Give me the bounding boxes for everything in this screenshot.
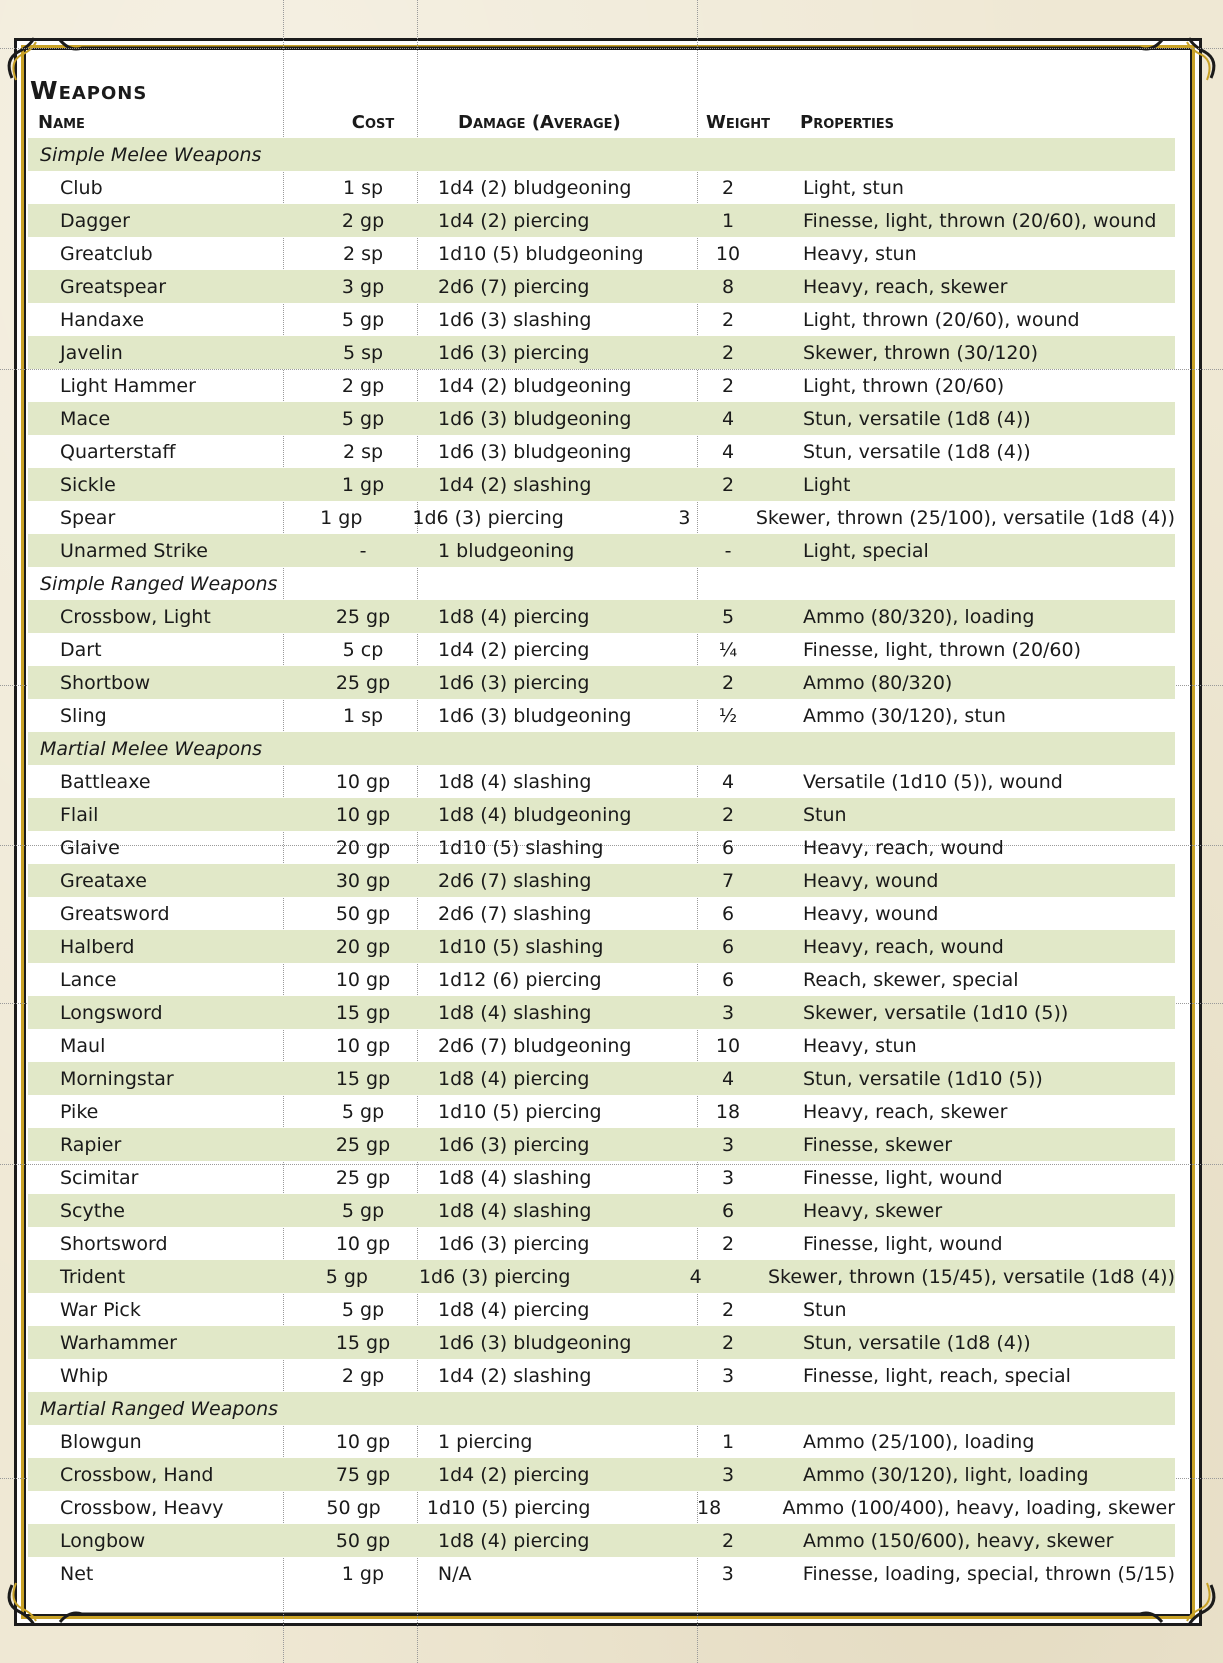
weapon-damage: 1d6 (3) bludgeoning: [438, 1331, 632, 1354]
weapon-properties: Ammo (30/120), light, loading: [803, 1463, 1089, 1486]
weapon-damage: 1d12 (6) piercing: [438, 968, 602, 991]
table-row: [28, 303, 1175, 336]
weapon-properties: Heavy, stun: [803, 242, 917, 265]
weapon-properties: Stun: [803, 803, 847, 826]
header-weight: Weight: [706, 111, 770, 133]
weapon-weight: 2: [721, 671, 735, 694]
weapon-name: Handaxe: [60, 308, 145, 331]
weapon-cost: 5 gp: [341, 308, 385, 331]
weapon-damage: 2d6 (7) bludgeoning: [438, 1034, 632, 1057]
weapon-weight: 6: [721, 968, 735, 991]
weapon-cost: 50 gp: [326, 1496, 381, 1519]
weapon-damage: 1d6 (3) piercing: [412, 506, 564, 529]
weapon-damage: 1d6 (3) bludgeoning: [438, 440, 632, 463]
weapon-damage: 1d4 (2) piercing: [438, 1463, 590, 1486]
weapon-name: Longsword: [60, 1001, 163, 1024]
weapon-damage: N/A: [437, 1562, 472, 1585]
table-row: [28, 1359, 1175, 1392]
weapon-cost: 2 gp: [341, 374, 385, 397]
weapon-name: Morningstar: [60, 1067, 174, 1090]
weapon-cost: 10 gp: [335, 770, 391, 793]
weapon-properties: Finesse, light, thrown (20/60), wound: [803, 209, 1157, 232]
weapon-properties: Heavy, wound: [803, 902, 939, 925]
weapon-damage: 1d8 (4) piercing: [438, 1529, 590, 1552]
weapon-weight: -: [724, 539, 732, 562]
weapon-damage: 1d8 (4) piercing: [438, 1298, 590, 1321]
weapon-cost: 1 sp: [342, 704, 384, 727]
table-row: [28, 237, 1175, 270]
weapon-properties: Stun, versatile (1d8 (4)): [803, 1331, 1031, 1354]
weapon-name: Crossbow, Light: [60, 605, 211, 628]
weapon-damage: 1 piercing: [438, 1430, 533, 1453]
weapon-properties: Finesse, loading, special, thrown (5/15): [802, 1562, 1175, 1585]
weapon-properties: Heavy, reach, skewer: [803, 1100, 1008, 1123]
weapon-name: Dart: [60, 638, 102, 661]
weapon-cost: 25 gp: [335, 1133, 391, 1156]
weapon-properties: Ammo (25/100), loading: [803, 1430, 1035, 1453]
weapon-properties: Finesse, light, wound: [803, 1166, 1003, 1189]
weapon-name: Greatclub: [60, 242, 153, 265]
weapon-name: Unarmed Strike: [60, 539, 208, 562]
weapon-cost: 1 gp: [320, 506, 363, 529]
weapon-properties: Ammo (100/400), heavy, loading, skewer: [782, 1496, 1176, 1519]
weapon-weight: 4: [689, 1265, 702, 1288]
weapon-cost: 1 sp: [342, 176, 384, 199]
weapon-weight: ¼: [718, 638, 738, 661]
weapon-name: Shortsword: [60, 1232, 168, 1255]
table-row: [28, 435, 1175, 468]
weapon-weight: 1: [721, 1430, 735, 1453]
table-row: [28, 1458, 1175, 1491]
table-row: [28, 1161, 1175, 1194]
weapon-properties: Light, thrown (20/60), wound: [803, 308, 1080, 331]
weapon-damage: 1d8 (4) slashing: [438, 1199, 592, 1222]
weapon-properties: Ammo (80/320): [803, 671, 953, 694]
category-label: Simple Melee Weapons: [40, 143, 262, 166]
table-row: [28, 1260, 1175, 1293]
weapon-weight: 10: [715, 1034, 741, 1057]
weapon-damage: 1d10 (5) slashing: [438, 836, 604, 859]
weapon-cost: 10 gp: [335, 1430, 391, 1453]
weapon-name: Sling: [60, 704, 107, 727]
weapon-name: Sickle: [60, 473, 116, 496]
weapon-weight: 2: [721, 803, 735, 826]
weapon-weight: 5: [721, 605, 735, 628]
weapon-damage: 1d10 (5) slashing: [438, 935, 604, 958]
weapon-name: Halberd: [60, 935, 135, 958]
weapon-weight: 2: [721, 308, 735, 331]
weapon-properties: Heavy, reach, skewer: [803, 275, 1008, 298]
table-row: [28, 963, 1175, 996]
table-row: [28, 1062, 1175, 1095]
weapon-damage: 1d6 (3) piercing: [438, 341, 590, 364]
weapon-damage: 2d6 (7) slashing: [438, 902, 592, 925]
weapon-weight: 2: [721, 1232, 735, 1255]
weapon-properties: Versatile (1d10 (5)), wound: [803, 770, 1063, 793]
table-row: [28, 765, 1175, 798]
weapon-weight: 2: [721, 1331, 735, 1354]
category-row: [28, 138, 1175, 171]
weapon-weight: 18: [715, 1100, 741, 1123]
table-row: [28, 1491, 1175, 1524]
weapon-cost: 5 gp: [341, 1100, 385, 1123]
page-title: Weapons: [30, 76, 148, 105]
table-row: [28, 204, 1175, 237]
weapon-name: Maul: [60, 1034, 106, 1057]
weapon-cost: 15 gp: [335, 1001, 391, 1024]
weapon-weight: 3: [678, 506, 691, 529]
weapon-weight: 4: [721, 407, 735, 430]
weapon-properties: Light, thrown (20/60): [803, 374, 1005, 397]
weapon-cost: 25 gp: [335, 1166, 391, 1189]
weapon-cost: 25 gp: [335, 605, 391, 628]
weapon-damage: 1d6 (3) piercing: [418, 1265, 571, 1288]
table-row: [28, 501, 1175, 534]
weapon-weight: 3: [721, 1562, 734, 1585]
table-row: [28, 1095, 1175, 1128]
table-row: [28, 1326, 1175, 1359]
category-row: [28, 567, 1175, 600]
weapon-properties: Light, special: [803, 539, 929, 562]
table-row: [28, 534, 1175, 567]
weapon-name: Crossbow, Hand: [60, 1463, 214, 1486]
weapon-weight: 2: [721, 473, 735, 496]
weapon-cost: 2 sp: [342, 242, 384, 265]
weapon-damage: 1d6 (3) piercing: [438, 671, 590, 694]
weapon-properties: Light: [803, 473, 851, 496]
weapon-damage: 1d6 (3) piercing: [438, 1133, 590, 1156]
weapon-damage: 1d10 (5) piercing: [438, 1100, 602, 1123]
weapon-name: Glaive: [60, 836, 120, 859]
weapon-name: Dagger: [60, 209, 130, 232]
table-row: [28, 798, 1175, 831]
weapon-properties: Reach, skewer, special: [803, 968, 1019, 991]
weapon-weight: 2: [721, 176, 735, 199]
weapon-name: Blowgun: [60, 1430, 142, 1453]
weapon-weight: 6: [721, 902, 735, 925]
weapon-damage: 1d4 (2) bludgeoning: [438, 176, 632, 199]
weapon-cost: 30 gp: [335, 869, 391, 892]
weapon-cost: -: [359, 539, 367, 562]
weapon-weight: 10: [715, 242, 741, 265]
weapon-damage: 1 bludgeoning: [438, 539, 575, 562]
weapon-weight: 2: [721, 1298, 735, 1321]
weapon-weight: 18: [696, 1496, 722, 1519]
table-row: [28, 1524, 1175, 1557]
weapon-properties: Light, stun: [803, 176, 904, 199]
weapon-name: Javelin: [60, 341, 123, 364]
weapon-name: Scythe: [60, 1199, 125, 1222]
weapon-cost: 1 gp: [341, 1562, 385, 1585]
table-row: [28, 171, 1175, 204]
weapon-properties: Skewer, versatile (1d10 (5)): [803, 1001, 1069, 1024]
weapon-properties: Skewer, thrown (30/120): [803, 341, 1038, 364]
table-body: [28, 138, 1175, 1590]
table-row: [28, 1293, 1175, 1326]
weapon-cost: 75 gp: [335, 1463, 391, 1486]
weapon-name: Battleaxe: [60, 770, 151, 793]
weapon-damage: 1d8 (4) bludgeoning: [438, 803, 632, 826]
weapon-damage: 1d4 (2) slashing: [438, 1364, 592, 1387]
weapon-cost: 5 cp: [342, 638, 384, 661]
table-row: [28, 1557, 1175, 1590]
weapon-cost: 10 gp: [335, 1232, 391, 1255]
weapon-cost: 1 gp: [341, 473, 385, 496]
weapon-cost: 10 gp: [335, 803, 391, 826]
table-row: [28, 831, 1175, 864]
weapon-cost: 50 gp: [335, 1529, 391, 1552]
weapon-properties: Stun, versatile (1d10 (5)): [803, 1067, 1043, 1090]
weapon-weight: 6: [721, 935, 735, 958]
weapon-properties: Heavy, reach, wound: [803, 836, 1004, 859]
weapon-weight: 4: [721, 1067, 735, 1090]
weapon-name: Pike: [60, 1100, 99, 1123]
weapon-damage: 1d8 (4) piercing: [438, 605, 590, 628]
table-row: [28, 699, 1175, 732]
header-name: Name: [38, 111, 85, 133]
table-row: [28, 468, 1175, 501]
weapon-properties: Heavy, skewer: [803, 1199, 943, 1222]
weapon-damage: 1d6 (3) slashing: [438, 308, 592, 331]
table-row: [28, 633, 1175, 666]
weapon-properties: Stun: [803, 1298, 847, 1321]
weapon-properties: Finesse, light, reach, special: [803, 1364, 1071, 1387]
weapon-damage: 2d6 (7) piercing: [438, 275, 590, 298]
weapon-properties: Ammo (80/320), loading: [803, 605, 1035, 628]
category-row: [28, 732, 1175, 765]
table-row: [28, 1128, 1175, 1161]
weapon-name: Rapier: [60, 1133, 122, 1156]
weapon-cost: 5 gp: [341, 1199, 385, 1222]
category-label: Martial Ranged Weapons: [40, 1397, 279, 1420]
weapon-properties: Finesse, light, thrown (20/60): [803, 638, 1082, 661]
weapon-name: Greatspear: [60, 275, 167, 298]
table-row: [28, 1227, 1175, 1260]
weapon-name: Greatsword: [60, 902, 170, 925]
weapon-properties: Finesse, light, wound: [803, 1232, 1003, 1255]
table-header-row: [28, 106, 1175, 138]
table-row: [28, 864, 1175, 897]
weapon-cost: 5 sp: [342, 341, 384, 364]
weapon-name: Lance: [60, 968, 117, 991]
weapon-weight: 3: [721, 1463, 735, 1486]
weapon-weight: 7: [721, 869, 735, 892]
weapon-properties: Ammo (150/600), heavy, skewer: [803, 1529, 1114, 1552]
table-row: [28, 402, 1175, 435]
weapon-name: Light Hammer: [60, 374, 196, 397]
table-row: [28, 666, 1175, 699]
weapon-name: Shortbow: [60, 671, 151, 694]
category-row: [28, 1392, 1175, 1425]
weapon-cost: 25 gp: [335, 671, 391, 694]
weapon-damage: 1d8 (4) slashing: [438, 1001, 592, 1024]
header-cost: Cost: [351, 111, 395, 133]
weapon-cost: 2 sp: [342, 440, 384, 463]
weapon-name: War Pick: [60, 1298, 141, 1321]
weapon-weight: 4: [721, 440, 735, 463]
weapon-properties: Skewer, thrown (15/45), versatile (1d8 (4)): [767, 1265, 1175, 1288]
table-row: [28, 930, 1175, 963]
weapon-damage: 1d10 (5) bludgeoning: [438, 242, 644, 265]
weapon-damage: 1d6 (3) piercing: [438, 1232, 590, 1255]
weapon-name: Club: [60, 176, 103, 199]
weapon-properties: Stun, versatile (1d8 (4)): [803, 407, 1031, 430]
table-row: [28, 996, 1175, 1029]
weapon-name: Greataxe: [60, 869, 147, 892]
weapon-damage: 1d8 (4) piercing: [438, 1067, 590, 1090]
weapon-damage: 2d6 (7) slashing: [438, 869, 592, 892]
header-properties: Properties: [800, 111, 895, 133]
table-row: [28, 336, 1175, 369]
weapon-weight: 3: [721, 1166, 735, 1189]
weapon-cost: 2 gp: [341, 209, 385, 232]
weapons-table-container: [28, 76, 1175, 1590]
weapon-cost: 10 gp: [335, 968, 391, 991]
weapon-properties: Skewer, thrown (25/100), versatile (1d8 (4)): [755, 506, 1175, 529]
weapon-name: Spear: [60, 506, 116, 529]
weapon-damage: 1d4 (2) slashing: [438, 473, 592, 496]
weapon-cost: 20 gp: [335, 935, 391, 958]
header-damage: Damage (Average): [458, 111, 621, 133]
weapon-name: Quarterstaff: [60, 440, 176, 463]
weapon-weight: 1: [721, 209, 735, 232]
weapon-weight: 3: [721, 1001, 735, 1024]
weapon-cost: 5 gp: [341, 1298, 385, 1321]
weapon-properties: Stun, versatile (1d8 (4)): [803, 440, 1031, 463]
weapon-name: Crossbow, Heavy: [60, 1496, 224, 1519]
weapon-damage: 1d8 (4) slashing: [438, 770, 592, 793]
weapon-weight: 6: [721, 1199, 735, 1222]
weapon-weight: ½: [718, 704, 738, 727]
weapon-weight: 3: [721, 1364, 735, 1387]
weapon-cost: 10 gp: [335, 1034, 391, 1057]
weapon-weight: 4: [721, 770, 735, 793]
weapon-name: Net: [60, 1562, 94, 1585]
weapon-damage: 1d10 (5) piercing: [426, 1496, 591, 1519]
weapon-damage: 1d8 (4) slashing: [438, 1166, 592, 1189]
weapon-cost: 15 gp: [335, 1067, 391, 1090]
table-row: [28, 600, 1175, 633]
weapon-damage: 1d6 (3) bludgeoning: [438, 704, 632, 727]
weapon-name: Trident: [60, 1265, 126, 1288]
weapon-cost: 15 gp: [335, 1331, 391, 1354]
weapon-weight: 3: [721, 1133, 735, 1156]
weapon-damage: 1d4 (2) piercing: [438, 209, 590, 232]
weapon-properties: Heavy, stun: [803, 1034, 917, 1057]
weapon-properties: Finesse, skewer: [803, 1133, 953, 1156]
table-row: [28, 1029, 1175, 1062]
weapon-properties: Heavy, wound: [803, 869, 939, 892]
category-label: Martial Melee Weapons: [40, 737, 263, 760]
weapon-name: Longbow: [60, 1529, 146, 1552]
weapon-name: Whip: [60, 1364, 109, 1387]
table-row: [28, 1194, 1175, 1227]
weapon-weight: 6: [721, 836, 735, 859]
weapon-damage: 1d6 (3) bludgeoning: [438, 407, 632, 430]
weapon-weight: 2: [721, 341, 735, 364]
weapon-cost: 3 gp: [341, 275, 385, 298]
table-row: [28, 369, 1175, 402]
weapon-name: Scimitar: [60, 1166, 139, 1189]
weapon-damage: 1d4 (2) bludgeoning: [438, 374, 632, 397]
weapon-properties: Heavy, reach, wound: [803, 935, 1004, 958]
table-row: [28, 1425, 1175, 1458]
weapon-name: Mace: [60, 407, 111, 430]
weapon-damage: 1d4 (2) piercing: [438, 638, 590, 661]
weapon-cost: 20 gp: [335, 836, 391, 859]
weapon-weight: 2: [721, 374, 735, 397]
weapon-cost: 5 gp: [325, 1265, 368, 1288]
weapon-properties: Ammo (30/120), stun: [803, 704, 1006, 727]
table-row: [28, 897, 1175, 930]
weapon-weight: 2: [721, 1529, 735, 1552]
weapon-cost: 2 gp: [341, 1364, 385, 1387]
weapon-name: Warhammer: [60, 1331, 177, 1354]
weapon-cost: 50 gp: [335, 902, 391, 925]
weapon-weight: 8: [721, 275, 735, 298]
weapon-cost: 5 gp: [341, 407, 385, 430]
table-row: [28, 270, 1175, 303]
category-label: Simple Ranged Weapons: [40, 572, 278, 595]
weapon-name: Flail: [60, 803, 99, 826]
